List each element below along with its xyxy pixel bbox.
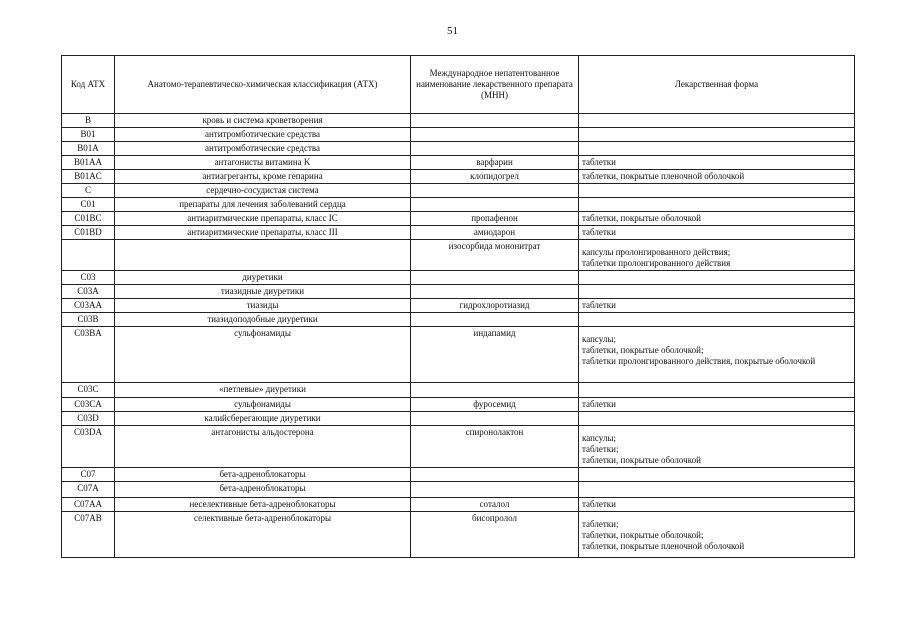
dosage-form-cell (579, 128, 855, 142)
table-row (62, 468, 855, 482)
inn-cell: бисопролол (411, 512, 579, 558)
atx-code-cell: C03A (62, 285, 115, 299)
dosage-form-line: таблетки (582, 399, 617, 409)
atx-code-cell: C03B (62, 313, 115, 327)
dosage-form-cell (579, 468, 855, 482)
dosage-form-line: капсулы; (582, 334, 616, 344)
table-row (62, 184, 855, 198)
table-body (62, 114, 855, 558)
atx-classification-cell: сульфонамиды (115, 398, 411, 412)
atx-code-cell: C03AA (62, 299, 115, 313)
table-row (62, 285, 855, 299)
dosage-form-cell (579, 184, 855, 198)
atx-classification-cell: селективные бета-адреноблокаторы (115, 512, 411, 558)
atx-classification-cell: антиаритмические препараты, класс III (115, 226, 411, 240)
atx-classification-cell: бета-адреноблокаторы (115, 468, 411, 482)
atx-code-cell: C03C (62, 383, 115, 398)
dosage-form-cell (579, 327, 855, 383)
table-row (62, 198, 855, 212)
atx-code-cell: C07AB (62, 512, 115, 558)
inn-cell (411, 198, 579, 212)
dosage-form-line: таблетки, покрытые оболочкой (582, 213, 701, 223)
table-row (62, 313, 855, 327)
table-row (62, 498, 855, 512)
inn-cell (411, 412, 579, 426)
dosage-form-line: таблетки; (582, 444, 619, 454)
dosage-form-line: капсулы; (582, 433, 616, 443)
dosage-form-cell (579, 226, 855, 240)
atx-code-cell: C (62, 184, 115, 198)
dosage-form-line: капсулы пролонгированного действия; (582, 247, 731, 257)
inn-cell: варфарин (411, 156, 579, 170)
atx-code-cell: B01A (62, 142, 115, 156)
table-row (62, 327, 855, 383)
inn-cell (411, 142, 579, 156)
table-row (62, 128, 855, 142)
atx-code-cell: C03CA (62, 398, 115, 412)
atx-classification-cell: сульфонамиды (115, 327, 411, 383)
inn-cell: фуросемид (411, 398, 579, 412)
atx-classification-cell: тиазидоподобные диуретики (115, 313, 411, 327)
dosage-form-cell (579, 412, 855, 426)
table-row (62, 271, 855, 285)
table-row (62, 240, 855, 271)
dosage-form-cell (579, 212, 855, 226)
inn-cell (411, 482, 579, 498)
dosage-form-line: таблетки, покрытые пленочной оболочкой (582, 541, 745, 551)
dosage-form-cell (579, 156, 855, 170)
dosage-form-line: таблетки пролонгированного действия, покрытые оболочкой (582, 356, 816, 366)
dosage-form-cell (579, 512, 855, 558)
page-number: 51 (447, 25, 458, 37)
atx-classification-cell: калийсберегающие диуретики (115, 412, 411, 426)
dosage-form-line: таблетки; (582, 519, 619, 529)
atx-code-cell: C03 (62, 271, 115, 285)
table-row (62, 212, 855, 226)
atx-classification-cell: антитромботические средства (115, 128, 411, 142)
atx-code-cell: B (62, 114, 115, 128)
dosage-form-line: таблетки, покрытые оболочкой; (582, 530, 704, 540)
dosage-form-cell (579, 383, 855, 398)
table-header-row (62, 56, 855, 114)
table-row (62, 156, 855, 170)
inn-cell (411, 114, 579, 128)
atx-classification-cell: бета-адреноблокаторы (115, 482, 411, 498)
atx-code-cell: C03BA (62, 327, 115, 383)
atx-classification-cell: антиаритмические препараты, класс IC (115, 212, 411, 226)
atx-code-cell: C03D (62, 412, 115, 426)
atx-code-cell: C07 (62, 468, 115, 482)
table-row (62, 299, 855, 313)
dosage-form-line: таблетки, покрытые оболочкой (582, 455, 701, 465)
dosage-form-line: таблетки (582, 300, 617, 310)
atx-classification-cell: тиазиды (115, 299, 411, 313)
inn-cell: клопидогрел (411, 170, 579, 184)
atx-classification-cell: антитромботические средства (115, 142, 411, 156)
header-classification: Анатомо-терапевтическо-химическая классификация (АТХ) (115, 56, 411, 114)
atx-code-cell: C07A (62, 482, 115, 498)
table-row (62, 482, 855, 498)
inn-cell (411, 383, 579, 398)
atx-classification-cell: кровь и система кроветворения (115, 114, 411, 128)
atx-classification-cell: сердечно-сосудистая система (115, 184, 411, 198)
header-inn: Международное непатентованное наименование лекарственного препарата (МНН) (411, 56, 579, 114)
inn-cell: изосорбида мононитрат (411, 240, 579, 271)
dosage-form-cell (579, 426, 855, 468)
atx-classification-cell: препараты для лечения заболеваний сердца (115, 198, 411, 212)
atx-classification-cell: неселективные бета-адреноблокаторы (115, 498, 411, 512)
inn-cell (411, 313, 579, 327)
dosage-form-line: таблетки пролонгированного действия (582, 258, 731, 268)
table-row (62, 412, 855, 426)
inn-cell (411, 285, 579, 299)
inn-cell (411, 184, 579, 198)
table-row (62, 142, 855, 156)
dosage-form-cell (579, 299, 855, 313)
atx-code-cell: C01BD (62, 226, 115, 240)
table-row (62, 226, 855, 240)
dosage-form-cell (579, 482, 855, 498)
dosage-form-line: таблетки (582, 499, 617, 509)
table-row (62, 383, 855, 398)
atx-code-cell: C01BC (62, 212, 115, 226)
inn-cell: спиронолактон (411, 426, 579, 468)
inn-cell: пропафенон (411, 212, 579, 226)
table-row (62, 426, 855, 468)
inn-cell: амиодарон (411, 226, 579, 240)
table-row (62, 512, 855, 558)
inn-cell: гидрохлоротиазид (411, 299, 579, 313)
atx-code-cell: C07AA (62, 498, 115, 512)
dosage-form-cell (579, 114, 855, 128)
inn-cell: индапамид (411, 327, 579, 383)
dosage-form-line: таблетки, покрытые оболочкой; (582, 345, 704, 355)
atx-classification-cell (115, 240, 411, 271)
atx-code-cell: B01 (62, 128, 115, 142)
atx-code-cell: C03DA (62, 426, 115, 468)
atx-classification-cell: антиагреганты, кроме гепарина (115, 170, 411, 184)
atx-code-cell: C01 (62, 198, 115, 212)
atx-classification-cell: антагонисты витамина K (115, 156, 411, 170)
table-row (62, 398, 855, 412)
inn-cell: соталол (411, 498, 579, 512)
inn-cell (411, 128, 579, 142)
atx-code-cell (62, 240, 115, 271)
dosage-form-cell (579, 142, 855, 156)
atx-code-cell: B01AC (62, 170, 115, 184)
header-code: Код АТХ (62, 56, 115, 114)
atx-classification-cell: диуретики (115, 271, 411, 285)
dosage-form-cell (579, 271, 855, 285)
inn-cell (411, 271, 579, 285)
dosage-form-cell (579, 285, 855, 299)
dosage-form-cell (579, 498, 855, 512)
dosage-form-cell (579, 198, 855, 212)
dosage-form-cell (579, 398, 855, 412)
dosage-form-line: таблетки (582, 157, 617, 167)
atx-classification-cell: «петлевые» диуретики (115, 383, 411, 398)
dosage-form-cell (579, 313, 855, 327)
table-row (62, 170, 855, 184)
atx-classification-cell: антагонисты альдостерона (115, 426, 411, 468)
atx-table (61, 55, 855, 558)
header-form: Лекарственная форма (579, 56, 855, 114)
dosage-form-line: таблетки (582, 227, 617, 237)
atx-code-cell: B01AA (62, 156, 115, 170)
dosage-form-line: таблетки, покрытые пленочной оболочкой (582, 171, 745, 181)
table-row (62, 114, 855, 128)
dosage-form-cell (579, 240, 855, 271)
atx-classification-cell: тиазидные диуретики (115, 285, 411, 299)
dosage-form-cell (579, 170, 855, 184)
inn-cell (411, 468, 579, 482)
